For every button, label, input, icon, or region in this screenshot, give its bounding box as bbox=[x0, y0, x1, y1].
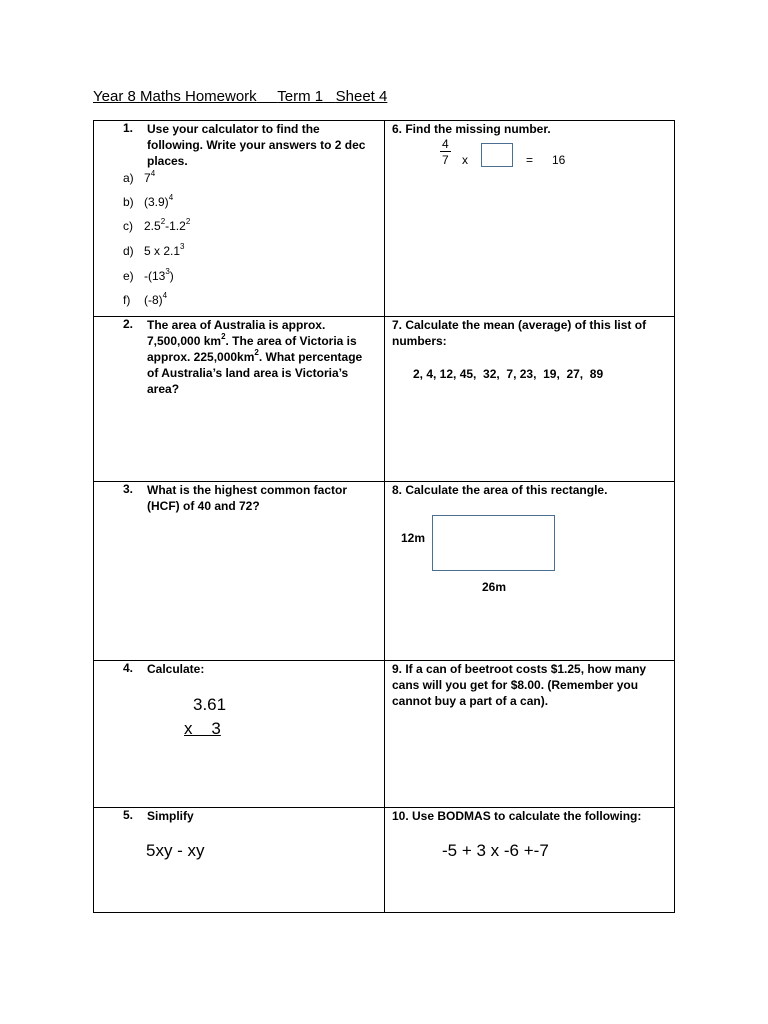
rectangle-height-label: 12m bbox=[401, 531, 426, 545]
question-text: 10. Use BODMAS to calculate the following: bbox=[392, 809, 642, 823]
part-e: e) $-(13^3)$ bbox=[123, 267, 174, 283]
question-number: 4. bbox=[123, 661, 134, 675]
title-sheet: Sheet 4 bbox=[335, 88, 388, 105]
title-year: Year 8 Maths Homework bbox=[93, 88, 257, 105]
question-text: 8. Calculate the area of this rectangle. bbox=[392, 483, 608, 497]
question-text: Use your calculator to find the following. Write your answers to 2 dec places. bbox=[147, 122, 366, 168]
fraction-denominator: 7 bbox=[442, 153, 449, 167]
multiplier: x 3 bbox=[184, 719, 221, 738]
column-divider bbox=[384, 121, 385, 912]
question-number: 2. bbox=[123, 317, 134, 331]
result-value: 16 bbox=[552, 153, 566, 167]
question-text: The area of Australia is approx. 7,500,000 $km^2$. The area of Victoria is approx. $225,000km^2$. What percentage of Australia’s land area is Victoria’s area? bbox=[147, 318, 363, 396]
part-b: b) $(3.9)^4$ bbox=[123, 193, 174, 209]
question-text: 6. Find the missing number. bbox=[392, 122, 551, 136]
fraction-numerator: 4 bbox=[442, 137, 449, 151]
question-number: 5. bbox=[123, 808, 134, 822]
part-a: a) $7^4$ bbox=[123, 169, 156, 185]
worksheet-title bbox=[93, 88, 387, 105]
question-number: 3. bbox=[123, 482, 134, 496]
part-d: d) 5 x $2.1^3$ bbox=[123, 242, 185, 258]
question-grid bbox=[93, 120, 675, 913]
question-number: 1. bbox=[123, 121, 134, 135]
question-text: Simplify bbox=[147, 809, 194, 823]
number-list: 2, 4, 12, 45, 32, 7, 23, 19, 27, 89 bbox=[413, 367, 604, 381]
fraction-bar bbox=[440, 151, 451, 152]
part-f: f) $(-8)^4$ bbox=[123, 291, 168, 307]
rectangle-diagram bbox=[432, 515, 555, 571]
multiplicand: 3.61 bbox=[193, 695, 227, 714]
times-sign: x bbox=[462, 153, 468, 167]
title-term: Term 1 bbox=[277, 88, 324, 105]
equals-sign: = bbox=[526, 153, 534, 167]
part-c: c) $2.5^2-1.2^2$ bbox=[123, 217, 191, 233]
question-text: Calculate: bbox=[147, 662, 205, 676]
question-text: 7. Calculate the mean (average) of this list of numbers: bbox=[392, 318, 647, 348]
rectangle-width-label: 26m bbox=[482, 580, 507, 594]
expression: 5xy - xy bbox=[146, 841, 205, 860]
missing-number-box[interactable] bbox=[481, 143, 513, 167]
question-text: What is the highest common factor (HCF) of 40 and 72? bbox=[147, 483, 348, 513]
expression: -5 + 3 x -6 +-7 bbox=[442, 841, 549, 860]
question-text: 9. If a can of beetroot costs $1.25, how many cans will you get for $8.00. (Remember you cannot buy a part of a can). bbox=[392, 662, 647, 708]
